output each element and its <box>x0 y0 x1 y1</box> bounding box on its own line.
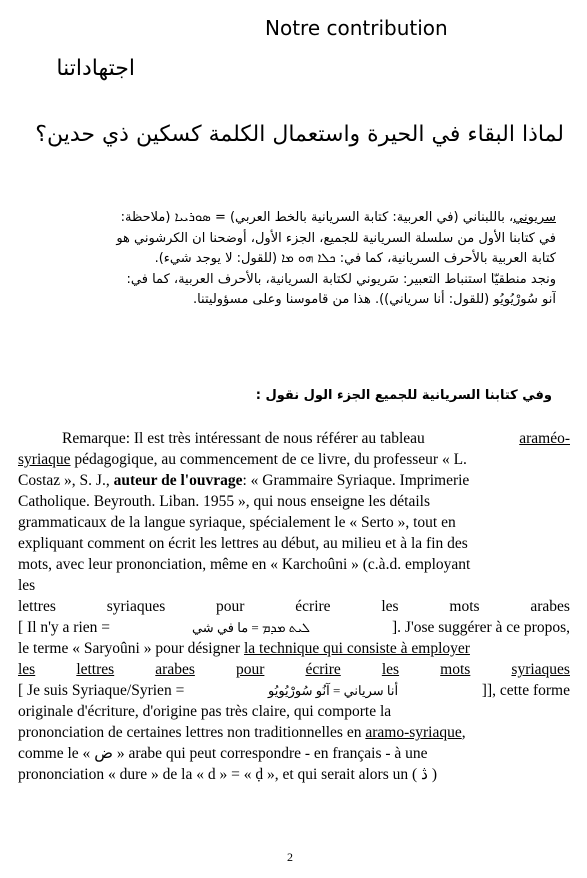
text-run: [ Il n'y a rien = <box>18 619 111 636</box>
french-line: comme le « ض » arabe qui peut correspondre - en français - à une <box>18 745 428 762</box>
main-heading: لماذا البقاء في الحيرة واستعمال الكلمة كسكين ذي حدين؟ <box>35 122 564 147</box>
word: pour <box>216 598 245 615</box>
text-run: ]. J'ose suggérer à ce propos, <box>392 619 570 636</box>
arabic-inline: ܠܝܬ ܡܕܡ = ما في شي <box>191 620 311 635</box>
word: syriaques <box>106 598 166 615</box>
text-run: pédagogique, au commencement de ce livre, du professeur « L. <box>74 451 467 468</box>
section-heading: وفي كتابنا السريانية للجميع الجزء الول نقول : <box>255 388 552 403</box>
french-line <box>18 680 570 701</box>
text-run: [ Je suis Syriaque/Syrien = <box>18 682 185 699</box>
word: les <box>18 661 36 678</box>
underlined-term: ]] <box>481 682 493 699</box>
arabic-line: ونجد منطقيّا استنباط التعبير: سَريوني لكتابة السريانية، بالأحرف العربية، كما في: <box>126 271 556 287</box>
french-body <box>18 428 570 785</box>
word: les <box>381 661 400 678</box>
arabic-paragraph <box>30 208 556 311</box>
arabic-line: آنو سُورْيُويُو (للقول: أنا سرياني)). هذا من قاموسنا وعلى مسؤوليتنا. <box>192 292 556 307</box>
underlined-term: syriaque <box>18 451 71 468</box>
arabic-line <box>30 208 556 229</box>
word: arabes <box>155 661 195 678</box>
french-line <box>18 428 570 449</box>
word: syriaques <box>511 661 570 678</box>
french-line: les <box>18 577 36 594</box>
french-line: grammaticaux de la langue syriaque, spécialement le « Serto », tout en <box>18 514 456 531</box>
arabic-line: في كتابنا الأول من سلسلة السريانية للجميع، الجزء الأول، أوضحنا ان الكرشوني هو <box>116 230 556 246</box>
french-line <box>18 470 570 491</box>
french-line <box>18 638 570 659</box>
word: mots <box>440 661 471 678</box>
arabic-line-text: ، باللبناني (في العربية: كتابة السريانية بالخط العربي) = ܣܘܪܝܝܐ (ملاحظة: <box>120 210 514 225</box>
text-run: , <box>461 724 466 741</box>
word: écrire <box>305 661 341 678</box>
french-line: Catholique. Beyrouth. Liban. 1955 », qui nous enseigne les détails <box>18 493 430 510</box>
text-run: le terme « Saryoûni » pour désigner <box>18 640 241 657</box>
underlined-term: la technique qui consiste à employer <box>243 640 470 657</box>
word: lettres <box>18 598 56 615</box>
text-run: : « Grammaire Syriaque. Imprimerie <box>242 472 470 489</box>
bold-term: auteur de l'ouvrage <box>113 472 243 489</box>
underlined-term: araméo- <box>519 430 570 447</box>
french-line: expliquant comment on écrit les lettres au début, au milieu et à la fin des <box>18 535 468 552</box>
arabic-line: كتابة العربية بالأحرف السريانية، كما في: ܟܠܐ ܗܘ ܡܐ (للقول: لا يوجد شيء). <box>154 251 556 266</box>
french-line-justified <box>18 659 570 680</box>
arabic-inline: أنا سرياني = آنُو سُورْيُويُو <box>267 683 399 698</box>
word: mots <box>449 598 480 615</box>
word: écrire <box>295 598 331 615</box>
text-run: prononciation de certaines lettres non traditionnelles en <box>18 724 362 741</box>
french-line: mots, avec leur prononciation, même en « Karchoûni » (c.à.d. employant <box>18 556 471 573</box>
arabic-underlined-term: سريوني <box>513 210 556 225</box>
text-run: Remarque: Il est très intéressant de nous référer au tableau <box>62 430 425 447</box>
french-line-justified <box>18 596 570 617</box>
page-number: 2 <box>287 850 293 864</box>
french-line <box>18 617 570 638</box>
header-arabic-title: اجتهاداتنا <box>56 56 135 81</box>
underlined-term: aramo-syriaque <box>365 724 462 741</box>
text-run: , cette forme <box>492 682 570 699</box>
word: pour <box>235 661 265 678</box>
word: arabes <box>530 598 570 615</box>
french-line: prononciation « dure » de la « d » = « ḍ », et qui serait alors un ( ڎ ) <box>18 766 437 783</box>
french-line: originale d'écriture, d'origine pas très claire, qui comporte la <box>18 703 392 720</box>
word: lettres <box>76 661 115 678</box>
header-title: Notre contribution <box>265 16 448 40</box>
french-line <box>18 722 570 743</box>
word: les <box>381 598 399 615</box>
french-line <box>18 449 570 470</box>
text-run: Costaz », S. J., <box>18 472 110 489</box>
